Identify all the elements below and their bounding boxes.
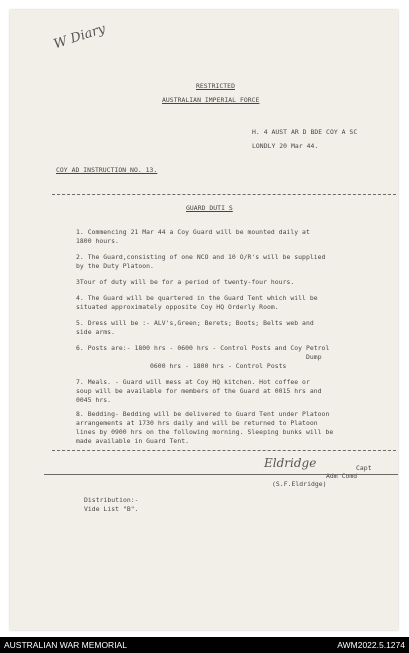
signature-rank: Capt	[356, 464, 372, 472]
para-2-line-1: 2. The Guard,consisting of one NCO and 10 O/R's will be supplied	[76, 253, 326, 261]
posts-line-1: 6. Posts are:- 1800 hrs - 0600 hrs - Control Posts and Coy Petrol	[76, 344, 330, 352]
distribution-list: Vide List "B".	[84, 505, 139, 513]
para-4-line-1: 4. The Guard will be quartered in the Guard Tent which will be	[76, 294, 318, 302]
bedding-line-2: arrangements at 1730 hrs daily and will be returned to Platoon	[76, 419, 318, 427]
para-1-line-1: 1. Commencing 21 Mar 44 a Coy Guard will be mounted daily at	[76, 228, 310, 236]
place-date-line: LONDLY 20 Mar 44.	[252, 142, 319, 150]
para-4-line-2: situated approximately opposite Coy HQ Orderly Room.	[76, 303, 279, 311]
document-page	[10, 10, 398, 630]
posts-line-3: 0600 hrs - 1800 hrs - Control Posts	[150, 362, 287, 370]
archive-name: AUSTRALIAN WAR MEMORIAL	[4, 640, 127, 650]
bedding-line-4: made available in Guard Tent.	[76, 437, 190, 445]
force-heading: AUSTRALIAN IMPERIAL FORCE	[162, 96, 260, 104]
archive-footer	[0, 637, 409, 653]
para-2-line-2: by the Duty Platoon.	[76, 262, 154, 270]
distribution-label: Distribution:-	[84, 496, 139, 504]
signature-name: (S.F.Eldridge)	[272, 480, 327, 488]
archive-reference: AWM2022.5.1274	[337, 640, 405, 650]
para-1-line-2: 1800 hours.	[76, 237, 119, 245]
unit-line: H. 4 AUST AR D BDE COY A SC	[252, 128, 358, 136]
meals-line-3: 0045 hrs.	[76, 396, 112, 404]
classification-heading: RESTRICTED	[196, 82, 235, 90]
subject-heading: GUARD DUTI S	[186, 204, 233, 212]
handwritten-annotation: W Diary	[52, 21, 108, 53]
mid-divider	[52, 450, 396, 451]
signature-divider	[44, 474, 398, 475]
posts-line-2: Dump	[306, 353, 322, 361]
signature-role: Adm Comd	[326, 472, 358, 480]
meals-line-2: soup will be available for members of the Guard at 0015 hrs and	[76, 387, 322, 395]
para-5-line-1: 5. Dress will be :- ALV's,Green; Berets; Boots; Belts web and	[76, 319, 314, 327]
signature-handwriting: Eldridge	[264, 456, 317, 470]
bedding-line-1: 8. Bedding- Bedding will be delivered to Guard Tent under Platoon	[76, 410, 330, 418]
para-5-line-2: side arms.	[76, 328, 115, 336]
top-divider	[52, 194, 396, 195]
para-3-line-1: 3Tour of duty will be for a period of twenty-four hours.	[76, 278, 295, 286]
meals-line-1: 7. Meals. - Guard will mess at Coy HQ kitchen. Hot coffee or	[76, 378, 310, 386]
bedding-line-3: lines by 0900 hrs on the following morning. Sleeping bunks will be	[76, 428, 334, 436]
instruction-title: COY AD INSTRUCTION NO. 13.	[56, 166, 158, 174]
